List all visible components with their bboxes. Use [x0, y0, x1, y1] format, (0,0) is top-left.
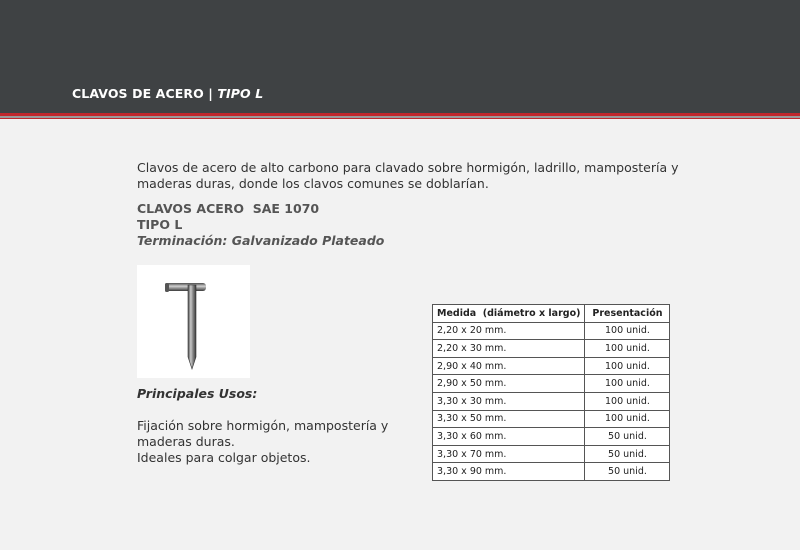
size-cell: 2,90 x 40 mm. [433, 357, 585, 375]
uses-title: Principales Usos: [137, 386, 258, 401]
spec-material: CLAVOS ACERO SAE 1070 [137, 201, 320, 216]
table-row [433, 392, 670, 410]
size-cell: 3,30 x 70 mm. [433, 445, 585, 463]
sizes-table [432, 304, 670, 481]
page-header [0, 0, 800, 113]
presentation-cell: 50 unid. [585, 428, 670, 446]
presentation-cell: 100 unid. [585, 340, 670, 358]
presentation-cell: 100 unid. [585, 410, 670, 428]
presentation-cell: 50 unid. [585, 463, 670, 481]
column-header-presentation: Presentación [585, 305, 670, 323]
header-accent-line-lower [0, 118, 800, 119]
presentation-cell: 100 unid. [585, 375, 670, 393]
table-row [433, 357, 670, 375]
table-row [433, 463, 670, 481]
spec-type: TIPO L [137, 217, 183, 232]
size-cell: 3,30 x 90 mm. [433, 463, 585, 481]
size-cell: 2,20 x 20 mm. [433, 322, 585, 340]
table-row [433, 322, 670, 340]
page-title-main: CLAVOS DE ACERO | [72, 86, 218, 101]
uses-line: Ideales para colgar objetos. [137, 450, 311, 465]
column-header-size: Medida (diámetro x largo) [433, 305, 585, 323]
l-shaped-nail-icon [137, 265, 250, 378]
presentation-cell: 100 unid. [585, 322, 670, 340]
size-cell: 3,30 x 60 mm. [433, 428, 585, 446]
size-cell: 3,30 x 30 mm. [433, 392, 585, 410]
page-title [72, 86, 263, 101]
page-title-sub: TIPO L [217, 86, 264, 101]
presentation-cell: 100 unid. [585, 357, 670, 375]
size-cell: 3,30 x 50 mm. [433, 410, 585, 428]
product-photo [137, 265, 250, 378]
table-row [433, 445, 670, 463]
product-spec [137, 201, 384, 249]
presentation-cell: 100 unid. [585, 392, 670, 410]
uses-description [137, 418, 407, 466]
spec-finish: Terminación: Galvanizado Plateado [137, 233, 385, 248]
size-cell: 2,90 x 50 mm. [433, 375, 585, 393]
table-row [433, 340, 670, 358]
product-description: Clavos de acero de alto carbono para clavado sobre hormigón, ladrillo, mampostería y maderas duras, donde los clavos comunes se doblarían. [137, 160, 679, 191]
uses-line: maderas duras. [137, 434, 235, 449]
size-cell: 2,20 x 30 mm. [433, 340, 585, 358]
table-row [433, 428, 670, 446]
table-row [433, 410, 670, 428]
table-row [433, 375, 670, 393]
uses-line: Fijación sobre hormigón, mampostería y [137, 418, 389, 433]
table-header-row [433, 305, 670, 323]
presentation-cell: 50 unid. [585, 445, 670, 463]
